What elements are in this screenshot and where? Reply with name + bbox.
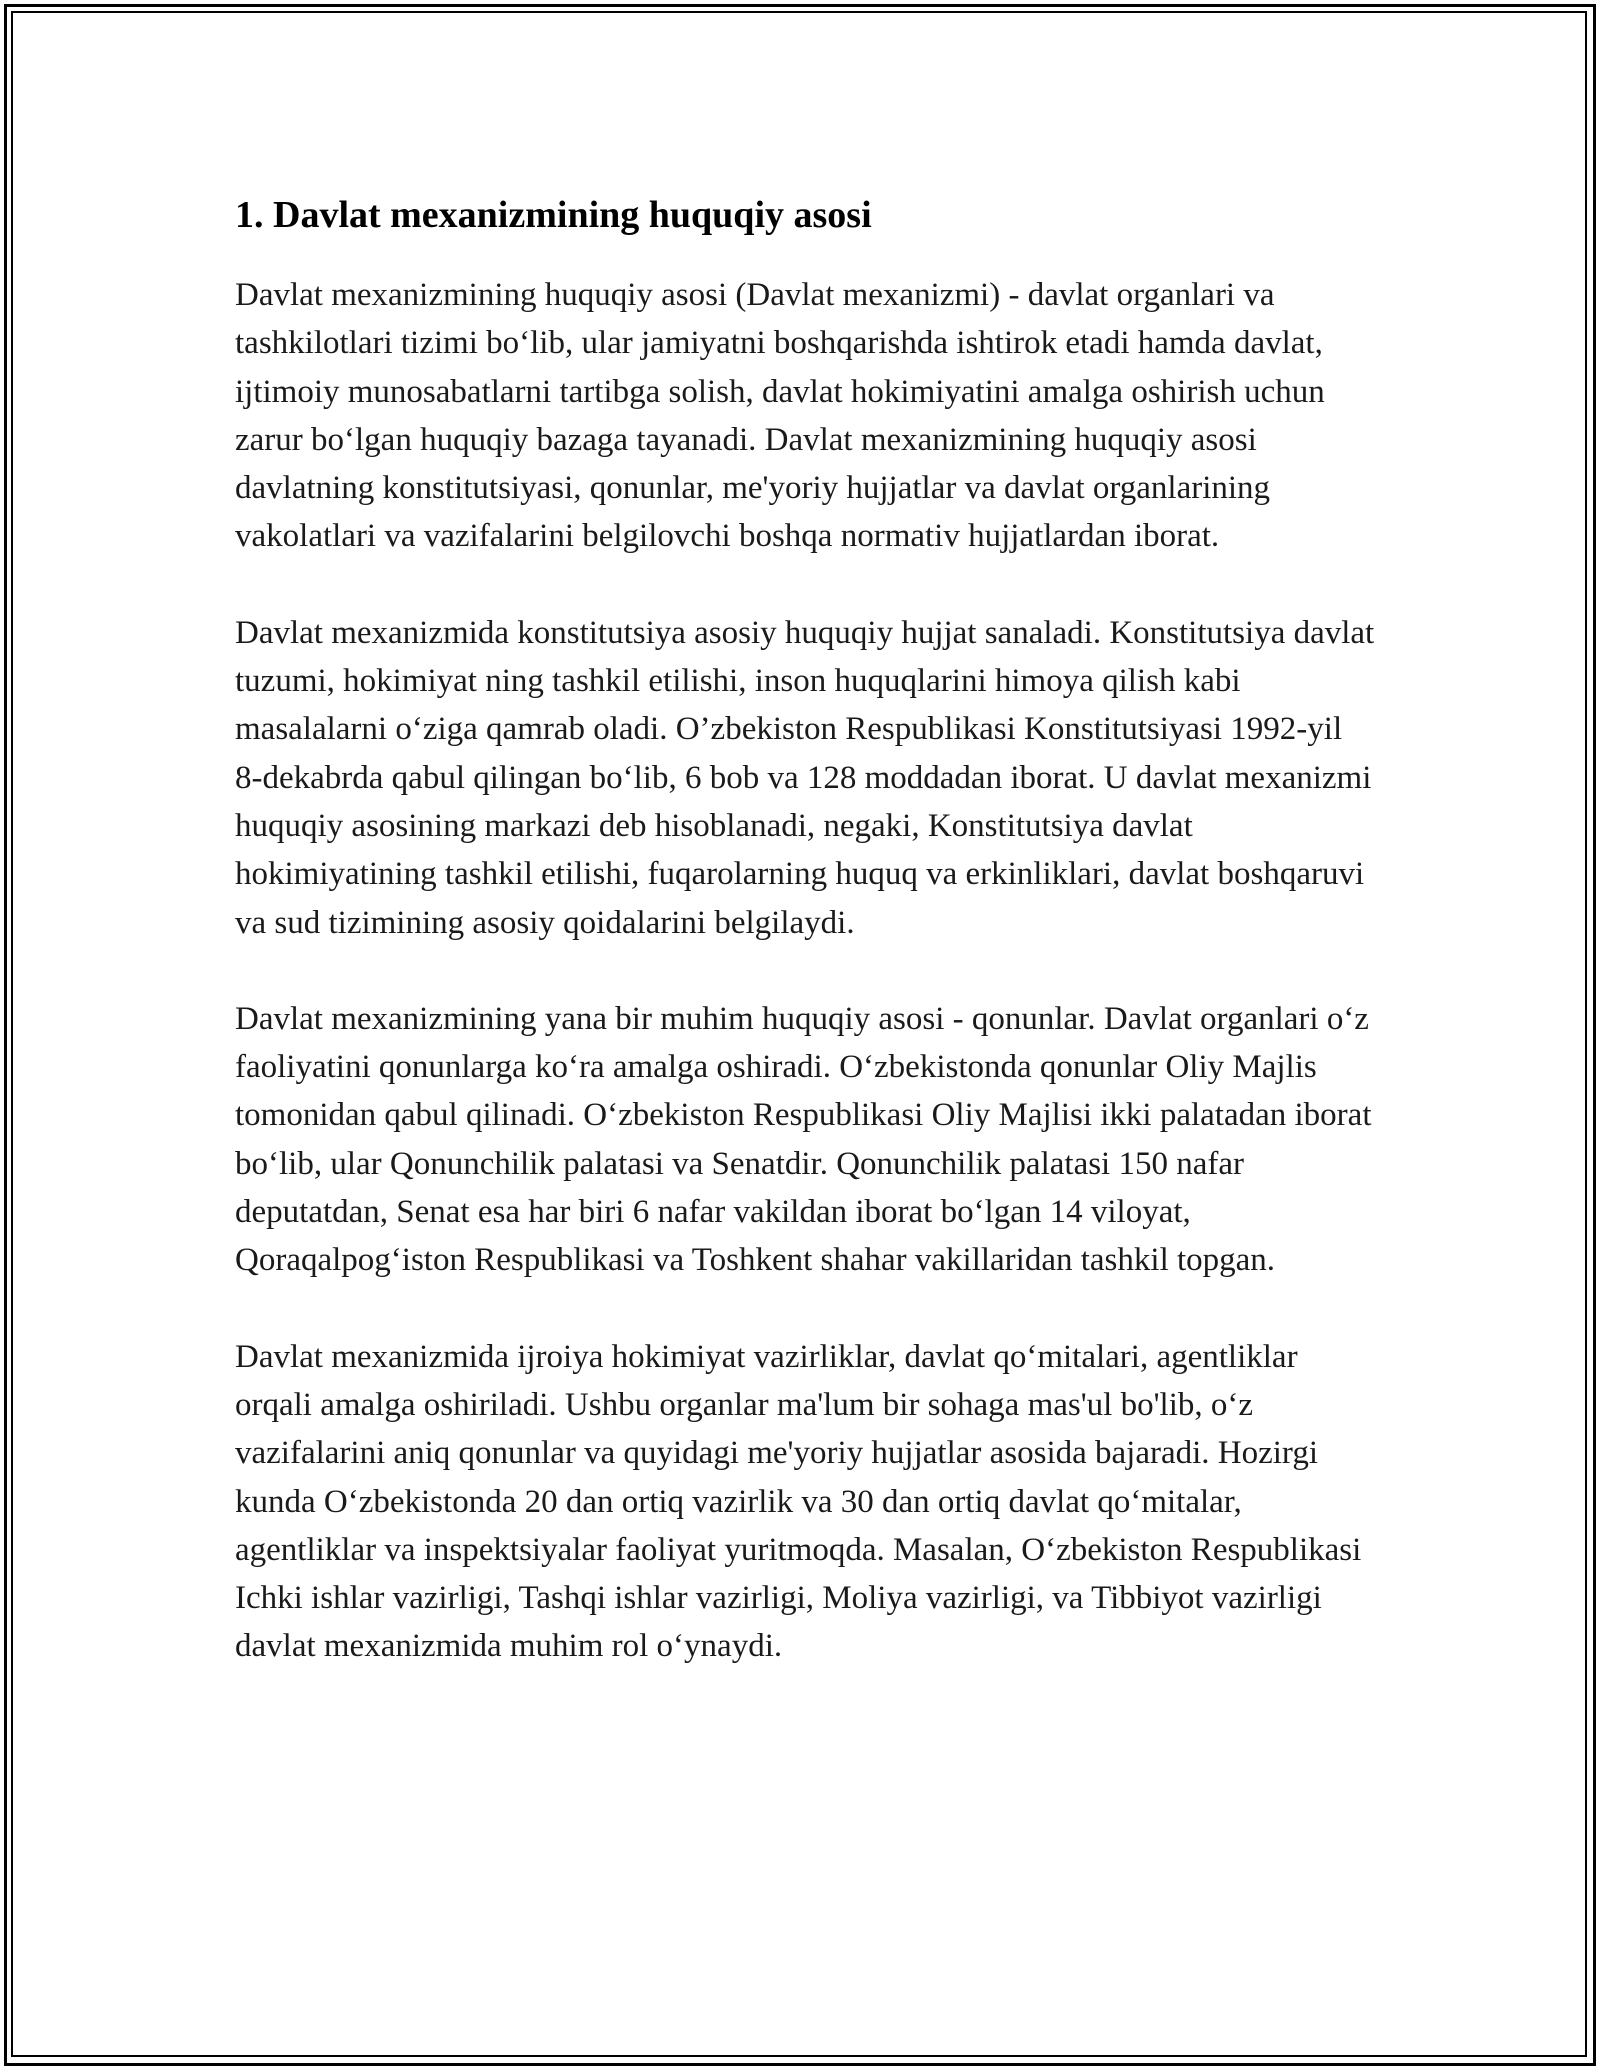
paragraph-4: Davlat mexanizmida ijroiya hokimiyat vazirliklar, davlat qo‘mitalari, agentliklar orqali amalga oshiriladi. Ushbu organlar ma'lum bir sohaga mas'ul bo'lib, o‘z vazifalarini aniq qonunlar va quyidagi me'yoriy hujjatlar asosida bajaradi. Hozirgi kunda O‘zbekistonda 20 dan ortiq vazirlik va 30 dan ortiq davlat qo‘mitalar, agentliklar va inspektsiyalar faoliyat yuritmoqda. Masalan, O‘zbekiston Respublikasi Ichki ishlar vazirligi, Tashqi ishlar vazirligi, Moliya vazirligi, va Tibbiyot vazirligi davlat mexanizmida muhim rol o‘ynaydi. [235,1338,1362,1665]
paragraph-3: Davlat mexanizmining yana bir muhim huquqiy asosi - qonunlar. Davlat organlari o‘z faoliyatini qonunlarga ko‘ra amalga oshiradi. O‘zbekistonda qonunlar Oliy Majlis tomonidan qabul qilinadi. O‘zbekiston Respublikasi Oliy Majlisi ikki palatadan iborat bo‘lib, ular Qonunchilik palatasi va Senatdir. Qonunchilik palatasi 150 nafar deputatdan, Senat esa har biri 6 nafar vakildan iborat bo‘lgan 14 viloyat, Qoraqalpog‘iston Respublikasi va Toshkent shahar vakillaridan tashkil topgan. [235,1000,1372,1279]
section-heading: 1. Davlat mexanizmining huquqiy asosi [235,194,872,236]
document-body [235,186,1375,1719]
paragraph-1: Davlat mexanizmining huquqiy asosi (Davlat mexanizmi) - davlat organlari va tashkilotlari tizimi bo‘lib, ular jamiyatni boshqarishda ishtirok etadi hamda davlat, ijtimoiy munosabatlarni tartibga solish, davlat hokimiyatini amalga oshirish uchun zarur bo‘lgan huquqiy bazaga tayanadi. Davlat mexanizmining huquqiy asosi davlatning konstitutsiyasi, qonunlar, me'yoriy hujjatlar va davlat organlarining vakolatlari va vazifalarini belgilovchi boshqa normativ hujjatlardan iborat. [235,277,1325,555]
paragraph-2: Davlat mexanizmida konstitutsiya asosiy huquqiy hujjat sanaladi. Konstitutsiya davlat tuzumi, hokimiyat ning tashkil etilishi, inson huquqlarini himoya qilish kabi masalalarni o‘ziga qamrab oladi. O’zbekiston Respublikasi Konstitutsiyasi 1992-yil 8-dekabrda qabul qilingan bo‘lib, 6 bob va 128 moddadan iborat. U davlat mexanizmi huquqiy asosining markazi deb hisoblanadi, negaki, Konstitutsiya davlat hokimiyatining tashkil etilishi, fuqarolarning huquq va erkinliklari, davlat boshqaruvi va sud tizimining asosiy qoidalarini belgilaydi. [235,614,1375,941]
